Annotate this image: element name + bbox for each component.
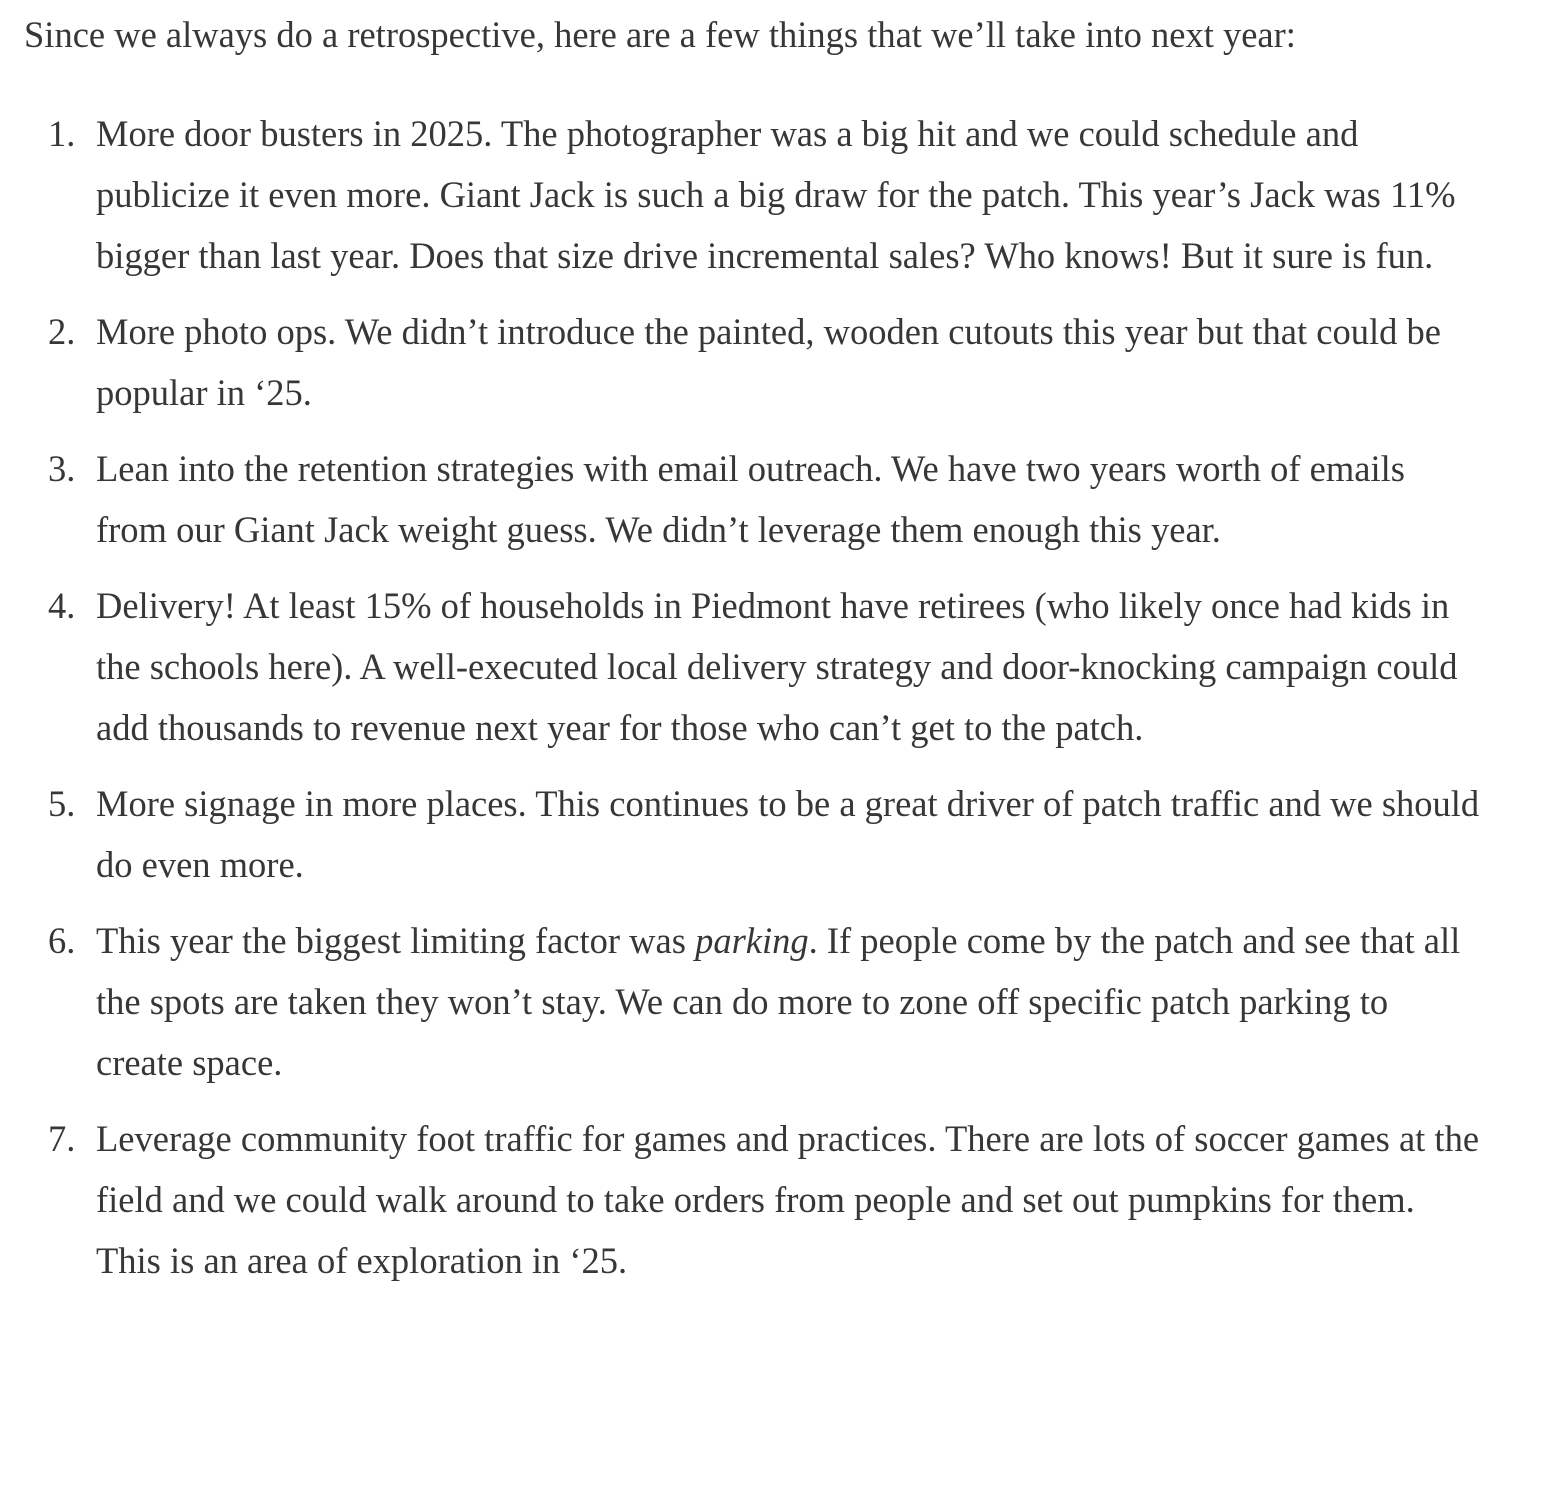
list-item-number: 2.: [48, 311, 76, 352]
list-item-number: 6.: [48, 920, 76, 961]
list-item-text: Delivery! At least 15% of households in Piedmont have retirees (who likely once had kids in the schools here). A well-executed local delivery strategy and door-knocking campaign could add thousands to revenue next year for those who can’t get to the patch.: [96, 585, 1458, 748]
list-item-number: 1.: [48, 113, 76, 154]
takeaways-list: [0, 103, 1554, 1306]
text-segment: . If people come by the patch and see that all the spots are taken they won’t stay. We can do more to zone off specific patch parking to create space.: [96, 920, 1461, 1083]
list-item: [0, 438, 1480, 560]
list-item: [0, 1108, 1480, 1291]
list-item-text: Lean into the retention strategies with email outreach. We have two years worth of emails from our Giant Jack weight guess. We didn’t leverage them enough this year.: [96, 448, 1405, 550]
list-item: [0, 773, 1480, 895]
emphasis-text: parking: [695, 920, 809, 961]
list-item-number: 3.: [48, 448, 76, 489]
list-item-text: More signage in more places. This continues to be a great driver of patch traffic and we should do even more.: [96, 783, 1480, 885]
list-item-text: More door busters in 2025. The photographer was a big hit and we could schedule and publicize it even more. Giant Jack is such a big draw for the patch. This year’s Jack was 11% bigger than last year. Does that size drive incremental sales? Who knows! But it sure is fun.: [96, 113, 1456, 276]
list-item: [0, 103, 1480, 286]
text-segment: This year the biggest limiting factor was: [96, 920, 696, 961]
list-item: [0, 910, 1480, 1093]
list-item: [0, 575, 1480, 758]
list-item-number: 5.: [48, 783, 76, 824]
intro-paragraph: Since we always do a retrospective, here are a few things that we’ll take into next year:: [24, 14, 1296, 55]
list-item: [0, 301, 1480, 423]
list-item-text: More photo ops. We didn’t introduce the painted, wooden cutouts this year but that could be popular in ‘25.: [96, 311, 1441, 413]
list-item-number: 7.: [48, 1118, 76, 1159]
list-item-text: Leverage community foot traffic for games and practices. There are lots of soccer games at the field and we could walk around to take orders from people and set out pumpkins for them. This is an area of exploration in ‘25.: [96, 1118, 1480, 1281]
list-item-text: [96, 910, 1480, 1093]
list-item-number: 4.: [48, 585, 76, 626]
